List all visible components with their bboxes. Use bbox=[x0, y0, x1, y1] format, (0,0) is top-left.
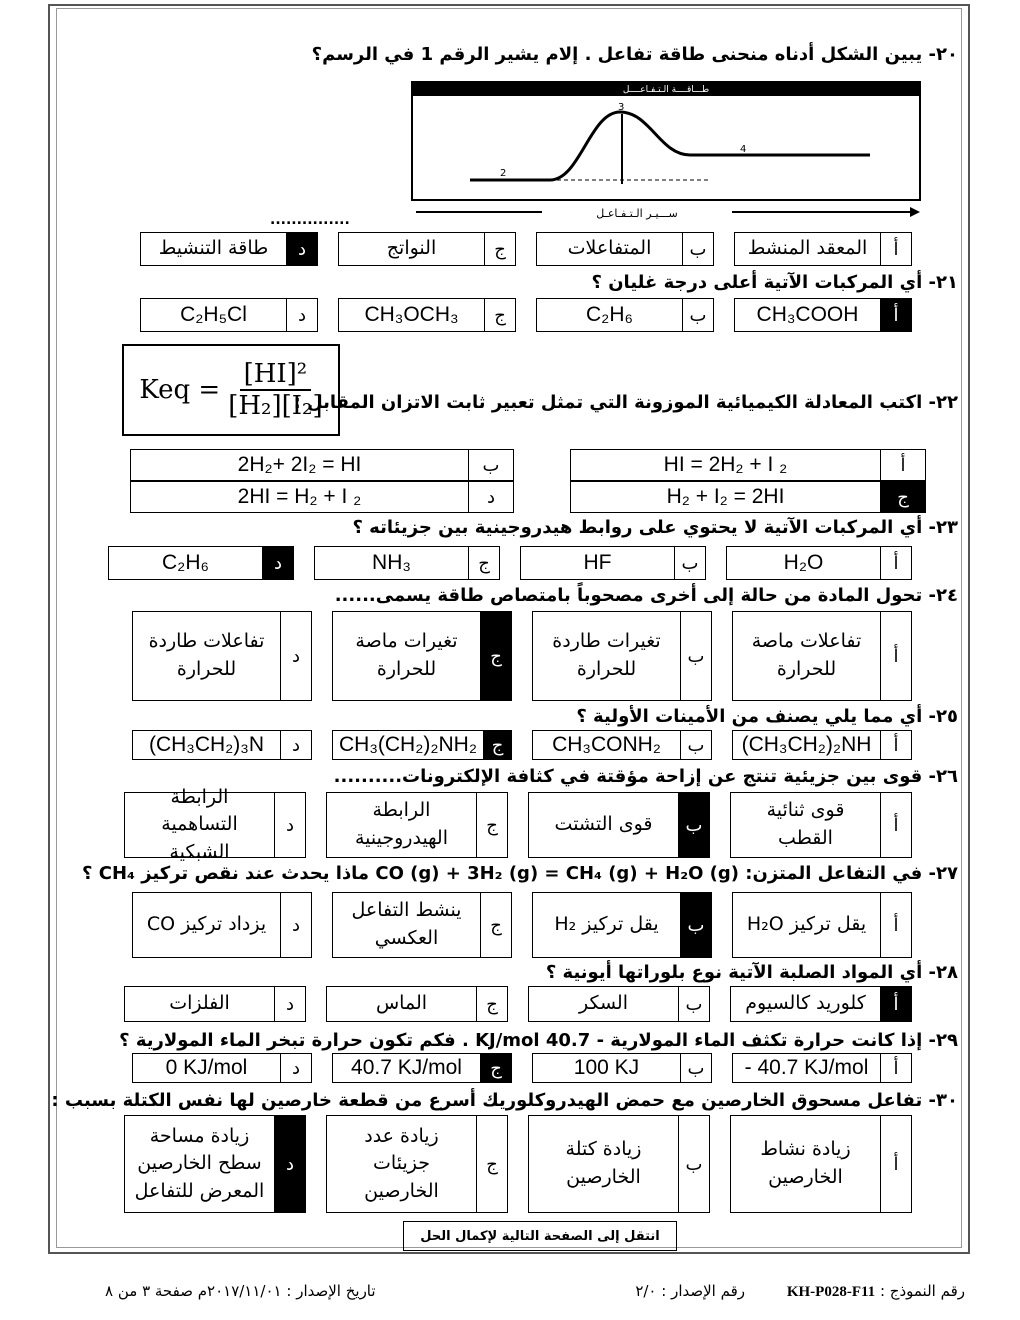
option-letter: د bbox=[286, 299, 317, 331]
option-letter: ج bbox=[480, 1054, 511, 1082]
option-q27-d[interactable] bbox=[132, 892, 312, 958]
option-q20-c[interactable] bbox=[338, 232, 516, 266]
option-text: HF bbox=[583, 550, 612, 574]
footer-page: صفحة ٣ من ٨ bbox=[105, 1282, 193, 1300]
option-letter: ج bbox=[480, 612, 511, 700]
question-23: ٢٣- أي المركبات الآتية لا يحتوي على روابط هيدروجينية بين جزيئاته ؟ bbox=[352, 517, 958, 538]
options-q27 bbox=[132, 892, 912, 958]
option-letter: د bbox=[274, 987, 305, 1021]
option-q26-a[interactable] bbox=[730, 792, 912, 858]
options-q26 bbox=[124, 785, 912, 863]
question-27: ٢٧- في التفاعل المتزن: CO (g) + 3H₂ (g) = CH₄ (g) + H₂O (g) ماذا يحدث عند نقص تركيز CH₄ ؟ bbox=[82, 863, 958, 884]
option-q26-b[interactable] bbox=[528, 792, 710, 858]
option-q28-d[interactable] bbox=[124, 986, 306, 1022]
option-letter: د bbox=[262, 547, 293, 579]
option-letter: ج bbox=[476, 1116, 507, 1212]
option-q24-c[interactable] bbox=[332, 611, 512, 701]
option-q30-c[interactable] bbox=[326, 1115, 508, 1213]
option-text: 2HI = H₂ + I ₂ bbox=[237, 484, 362, 508]
question-21: ٢١- أي المركبات الآتية أعلى درجة غليان ؟ bbox=[591, 272, 958, 293]
option-text: تفاعلات طاردة للحرارة bbox=[148, 630, 265, 680]
keq-label: Keq = bbox=[139, 375, 221, 405]
keq-numerator: [HI]² bbox=[240, 359, 312, 391]
option-letter: أ bbox=[880, 547, 911, 579]
option-letter: ج bbox=[484, 233, 515, 265]
option-text: الفلزات bbox=[169, 992, 230, 1015]
option-q22-d[interactable] bbox=[130, 481, 514, 513]
option-q29-c[interactable] bbox=[332, 1053, 512, 1083]
option-text: يقل تركيز H₂ bbox=[554, 913, 659, 936]
option-q29-a[interactable] bbox=[732, 1053, 912, 1083]
question-25: ٢٥- أي مما يلي يصنف من الأمينات الأولية ؟ bbox=[576, 706, 958, 727]
option-text: كلوريد كالسيوم bbox=[745, 992, 866, 1015]
option-q27-b[interactable] bbox=[532, 892, 712, 958]
next-page-note: انتقل إلى الصفحة التالية لإكمال الحل bbox=[403, 1221, 677, 1251]
option-letter: أ bbox=[880, 1116, 911, 1212]
option-text: CH₃OCH₃ bbox=[364, 302, 459, 326]
option-letter: د bbox=[280, 612, 311, 700]
question-28: ٢٨- أي المواد الصلبة الآتية نوع بلوراتها أيونية ؟ bbox=[545, 962, 958, 983]
option-q21-a[interactable] bbox=[734, 298, 912, 332]
option-q20-b[interactable] bbox=[536, 232, 714, 266]
option-q23-b[interactable] bbox=[520, 546, 706, 580]
option-letter: ج bbox=[480, 893, 511, 957]
option-text: 40.7 KJ/mol bbox=[351, 1055, 462, 1079]
option-text: 100 KJ bbox=[573, 1055, 640, 1079]
options-q30 bbox=[124, 1115, 912, 1213]
option-q25-d[interactable] bbox=[132, 730, 312, 760]
option-letter: ج bbox=[468, 547, 499, 579]
option-letter: ب bbox=[680, 731, 711, 759]
option-text: زيادة نشاط الخارصين bbox=[760, 1138, 851, 1188]
option-letter: أ bbox=[880, 731, 911, 759]
option-text: يقل تركيز H₂O bbox=[746, 913, 867, 936]
option-letter: د bbox=[274, 1116, 305, 1212]
option-letter: د bbox=[286, 233, 317, 265]
option-text: CH₃(CH₂)₂NH₂ bbox=[339, 732, 477, 756]
chart-y-label: طـــاقــــة الـتـفـاعــــل bbox=[622, 85, 710, 95]
point-2: 2 bbox=[500, 168, 507, 179]
option-letter: ج bbox=[476, 793, 507, 857]
option-text: C₂H₆ bbox=[162, 550, 209, 574]
option-letter: أ bbox=[880, 233, 911, 265]
chart-x-label: ســـيـر الـتـفـاعـل bbox=[596, 207, 678, 220]
option-letter: ج bbox=[880, 482, 925, 512]
option-letter: ب bbox=[680, 612, 711, 700]
option-letter: أ bbox=[880, 987, 911, 1021]
footer-model bbox=[787, 1282, 965, 1301]
option-letter: أ bbox=[880, 612, 911, 700]
option-text: الرابطة التساهمية الشبكية bbox=[161, 785, 238, 863]
option-q22-a[interactable] bbox=[570, 449, 926, 481]
option-letter: ج bbox=[476, 987, 507, 1021]
question-20: ٢٠- يبين الشكل أدناه منحنى طاقة تفاعل . إلام يشير الرقم 1 في الرسم؟ bbox=[311, 44, 958, 65]
option-text: يزداد تركيز CO bbox=[146, 913, 267, 936]
option-letter: ب bbox=[468, 450, 513, 480]
option-letter: ب bbox=[678, 987, 709, 1021]
option-q23-c[interactable] bbox=[314, 546, 500, 580]
option-q30-b[interactable] bbox=[528, 1115, 710, 1213]
footer-date bbox=[105, 1282, 376, 1300]
option-letter: ب bbox=[680, 893, 711, 957]
option-q28-b[interactable] bbox=[528, 986, 710, 1022]
option-q30-d[interactable] bbox=[124, 1115, 306, 1213]
question-24: ٢٤- تحول المادة من حالة إلى أخرى مصحوباً بامتصاص طاقة يسمى...... bbox=[334, 585, 958, 606]
option-letter: ب bbox=[678, 793, 709, 857]
options-q23 bbox=[108, 546, 912, 580]
option-text: H₂ + I₂ = 2HI bbox=[666, 484, 785, 508]
option-letter: أ bbox=[880, 299, 911, 331]
option-letter: د bbox=[280, 893, 311, 957]
option-letter: د bbox=[280, 1054, 311, 1082]
footer-issue bbox=[635, 1282, 745, 1300]
option-q26-c[interactable] bbox=[326, 792, 508, 858]
option-letter: ب bbox=[682, 233, 713, 265]
option-text: الرابطة الهيدروجينية bbox=[354, 799, 448, 849]
options-q25 bbox=[132, 730, 912, 760]
option-text: النواتج bbox=[386, 237, 437, 260]
option-q26-d[interactable] bbox=[124, 785, 306, 863]
option-text: تغيرات ماصة للحرارة bbox=[355, 630, 458, 680]
option-text: H₂O bbox=[783, 550, 824, 574]
options-q20 bbox=[140, 232, 912, 266]
option-letter: أ bbox=[880, 450, 925, 480]
option-letter: ب bbox=[680, 1054, 711, 1082]
option-q29-d[interactable] bbox=[132, 1053, 312, 1083]
option-q25-c[interactable] bbox=[332, 730, 512, 760]
option-q21-d[interactable] bbox=[140, 298, 318, 332]
option-q22-b[interactable] bbox=[130, 449, 514, 481]
question-30: ٣٠- تفاعل مسحوق الخارصين مع حمض الهيدروكلوريك أسرع من قطعة خارصين لها نفس الكتلة بسبب : bbox=[51, 1090, 958, 1111]
option-text: زيادة مساحة سطح الخارصين المعرض للتفاعل bbox=[134, 1124, 265, 1202]
option-letter: ب bbox=[682, 299, 713, 331]
option-q27-a[interactable] bbox=[732, 892, 912, 958]
option-text: C₂H₆ bbox=[586, 302, 633, 326]
blank-dots: ............... bbox=[270, 212, 350, 228]
option-text: المتفاعلات bbox=[567, 237, 652, 260]
option-text: قوى ثنائية القطب bbox=[766, 799, 845, 849]
option-text: تغيرات طاردة للحرارة bbox=[552, 630, 661, 680]
option-text: (CH₃CH₂)₃N bbox=[148, 732, 265, 756]
option-text: C₂H₅Cl bbox=[180, 302, 247, 326]
option-q27-c[interactable] bbox=[332, 892, 512, 958]
option-text: الماس bbox=[375, 992, 428, 1015]
option-text: CH₃COOH bbox=[756, 302, 859, 326]
option-letter: أ bbox=[880, 1054, 911, 1082]
option-letter: د bbox=[468, 482, 513, 512]
option-q24-b[interactable] bbox=[532, 611, 712, 701]
option-letter: د bbox=[280, 731, 311, 759]
option-text: زيادة عدد جزيئات الخارصين bbox=[364, 1124, 439, 1202]
keq-denominator: [H₂][I₂] bbox=[228, 391, 323, 421]
footer-model-label: رقم النموذج : bbox=[879, 1282, 965, 1300]
question-22: ٢٢- اكتب المعادلة الكيميائية الموزونة التي تمثل تعبير ثابت الاتزان المقابل : bbox=[293, 392, 958, 413]
option-q25-b[interactable] bbox=[532, 730, 712, 760]
option-letter: د bbox=[274, 793, 305, 857]
option-text: - 40.7 KJ/mol bbox=[744, 1055, 869, 1079]
footer-model-code: KH-P028-F11 bbox=[786, 1284, 876, 1300]
option-letter: ب bbox=[678, 1116, 709, 1212]
option-letter: أ bbox=[880, 793, 911, 857]
footer-issue-label: رقم الإصدار : bbox=[661, 1282, 745, 1300]
option-q23-a[interactable] bbox=[726, 546, 912, 580]
option-text: NH₃ bbox=[372, 550, 411, 574]
option-text: السكر bbox=[579, 992, 628, 1015]
option-text: (CH₃CH₂)₂NH bbox=[741, 732, 872, 756]
options-q29 bbox=[132, 1053, 912, 1083]
options-q28 bbox=[124, 986, 912, 1022]
question-29: ٢٩- إذا كانت حرارة تكثف الماء المولارية - 40.7 KJ/mol . فكم تكون حرارة تبخر الماء المولارية ؟ bbox=[119, 1030, 958, 1051]
option-text: ينشط التفاعل العكسي bbox=[351, 899, 462, 949]
option-text: طاقة التنشيط bbox=[158, 237, 269, 260]
footer-date: ٢٠١٧/١١/٠١م bbox=[197, 1282, 282, 1300]
footer-issue-no: ٢/٠ bbox=[635, 1282, 657, 1300]
option-text: قوى التشتت bbox=[554, 813, 653, 836]
option-q25-a[interactable] bbox=[732, 730, 912, 760]
option-q28-c[interactable] bbox=[326, 986, 508, 1022]
options-q24 bbox=[132, 611, 912, 701]
keq-expression bbox=[122, 344, 340, 436]
option-text: 0 KJ/mol bbox=[165, 1055, 248, 1079]
option-q29-b[interactable] bbox=[532, 1053, 712, 1083]
footer-date-label: تاريخ الإصدار : bbox=[286, 1282, 376, 1300]
option-q20-a[interactable] bbox=[734, 232, 912, 266]
question-26: ٢٦- قوى بين جزيئية تنتج عن إزاحة مؤقتة في كثافة الإلكترونات.......... bbox=[333, 766, 958, 787]
point-4: 4 bbox=[740, 144, 747, 155]
option-q20-d[interactable] bbox=[140, 232, 318, 266]
energy-diagram bbox=[410, 80, 922, 226]
option-q22-c[interactable] bbox=[570, 481, 926, 513]
option-text: 2H₂+ 2I₂ = HI bbox=[237, 452, 362, 476]
option-text: تفاعلات ماصة للحرارة bbox=[751, 630, 862, 680]
option-q21-b[interactable] bbox=[536, 298, 714, 332]
option-letter: ج bbox=[483, 731, 511, 759]
option-letter: ج bbox=[484, 299, 515, 331]
options-q21 bbox=[140, 298, 912, 332]
option-letter: أ bbox=[880, 893, 911, 957]
option-q30-a[interactable] bbox=[730, 1115, 912, 1213]
option-text: المعقد المنشط bbox=[747, 237, 868, 260]
option-q23-d[interactable] bbox=[108, 546, 294, 580]
point-3: 3 bbox=[618, 102, 625, 113]
option-text: CH₃CONH₂ bbox=[552, 732, 661, 756]
option-text: HI = 2H₂ + I ₂ bbox=[663, 452, 788, 476]
option-q21-c[interactable] bbox=[338, 298, 516, 332]
option-q24-a[interactable] bbox=[732, 611, 912, 701]
option-q24-d[interactable] bbox=[132, 611, 312, 701]
option-letter: ب bbox=[674, 547, 705, 579]
option-q28-a[interactable] bbox=[730, 986, 912, 1022]
option-text: زيادة كتلة الخارصين bbox=[565, 1138, 642, 1188]
